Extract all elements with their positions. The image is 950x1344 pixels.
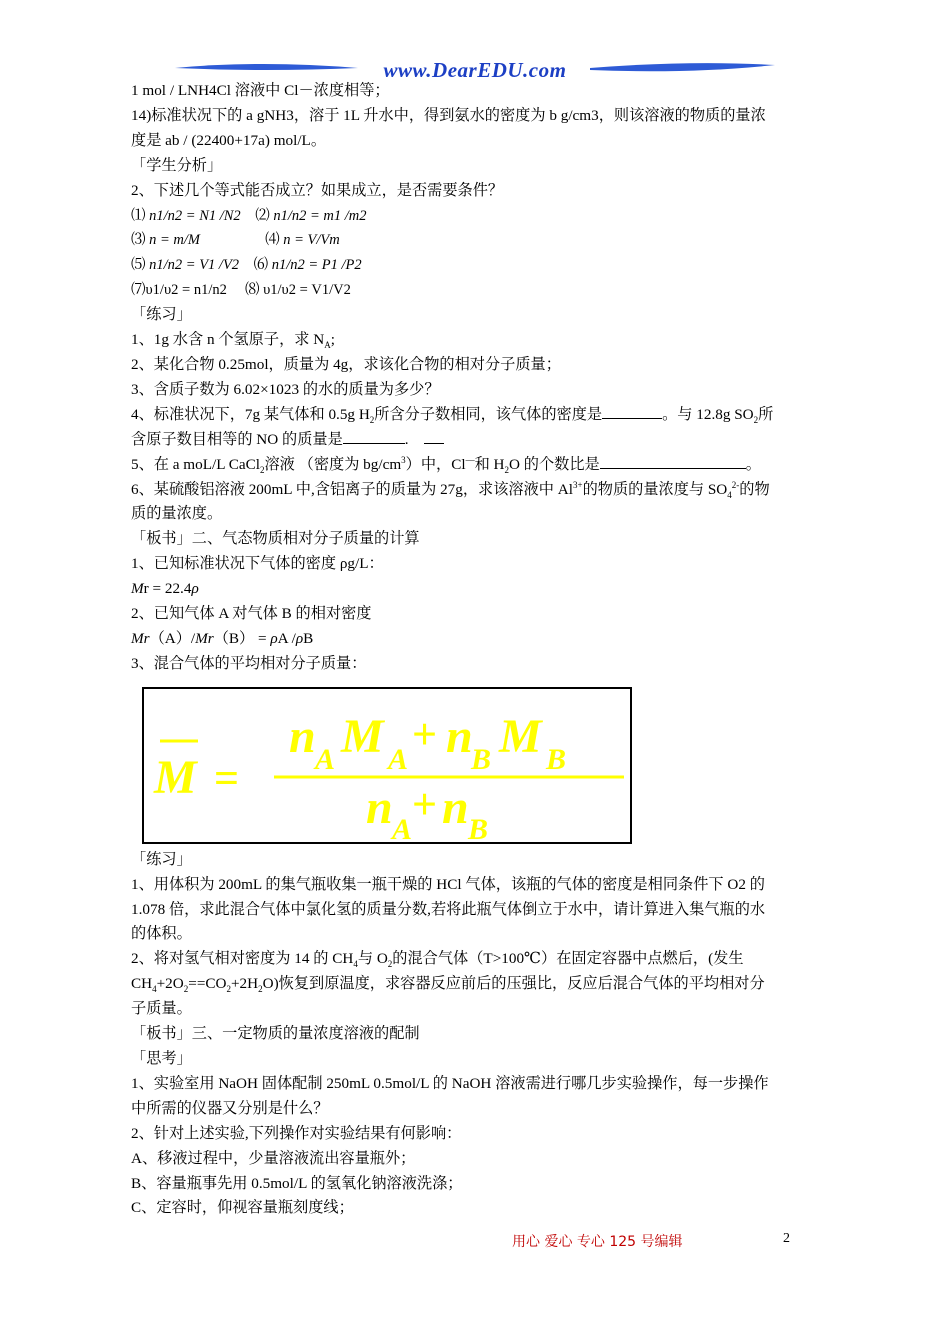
- svg-text:B: B: [471, 742, 492, 776]
- svg-text:A: A: [388, 742, 409, 776]
- header-brand: www.DearEDU.com: [383, 58, 567, 82]
- section-heading: 「板书」二、气态物质相对分子质量的计算: [131, 530, 420, 548]
- svg-text:n: n: [442, 780, 469, 834]
- question: 1、用体积为 200mL 的集气瓶收集一瓶干燥的 HCl 气体，该瓶的气体的密度是相同条件下 O2 的: [131, 875, 765, 893]
- svg-text:M: M: [341, 709, 384, 763]
- section-heading: 「思考」: [131, 1050, 192, 1067]
- equation-row: ⑺υ1/υ2 = n1/n2 ⑻ υ1/υ2 = V1/V2: [131, 282, 351, 299]
- svg-text:B: B: [468, 812, 489, 842]
- equation-row: Mr = 22.4ρ: [131, 580, 199, 598]
- svg-text:A: A: [315, 742, 336, 776]
- svg-text:+: +: [412, 709, 438, 759]
- option-item: A、移液过程中，少量溶液流出容量瓶外；: [131, 1149, 416, 1167]
- answer-blank[interactable]: [343, 429, 405, 444]
- question: 4、标准状况下，7g 某气体和 0.5g $H_2$所含分子数相同，该气体的密度是 。与 12.8g $SO_2$所: [131, 405, 774, 425]
- section-heading: 「练习」: [131, 306, 192, 324]
- text-line: 的体积。: [131, 925, 192, 943]
- svg-text:n: n: [289, 709, 316, 763]
- question: 2、将对氢气相对密度为 14 的 $CH_4$与 $O_2$的混合气体（T>100℃）在固定容器中点燃后，(发生: [131, 950, 744, 970]
- svg-text:+: +: [412, 779, 438, 829]
- svg-text:A: A: [392, 812, 413, 842]
- question: 2、下述几个等式能否成立？如果成立，是否需要条件？: [131, 181, 504, 199]
- text-line: 中所需的仪器又分别是什么？: [131, 1099, 329, 1117]
- svg-text:n: n: [366, 780, 393, 834]
- text-line: 1 mol / LNH4Cl 溶液中 Cl－浓度相等；: [131, 82, 390, 99]
- equation-row: ⑴ n1/n2 = N1 /N2 ⑵ n1/n2 = m1 /m2: [131, 207, 367, 224]
- question: 1、实验室用 NaOH 固体配制 250mL 0.5mol/L 的 NaOH 溶液需进行哪几步实验操作，每一步操作: [131, 1074, 769, 1092]
- question: 6、某硫酸铝溶液 200mL 中,含铝离子的质量为 27g，求该溶液中 $Al^{3+}$的物质的量浓度与 $SO_4^{2-}$的物: [131, 479, 770, 500]
- equation-row: ⑸ n1/n2 = V1 /V2 ⑹ n1/n2 = P1 /P2: [131, 257, 362, 274]
- option-item: C、定容时，仰视容量瓶刻度线；: [131, 1199, 354, 1217]
- equation-row: Mr（A）/Mr（B） = ρA /ρB: [131, 629, 314, 647]
- text-line: 子质量。: [131, 1000, 192, 1018]
- formula-equals: =: [214, 753, 240, 803]
- question: 5、在 a moL/L CaCl$_2$溶液 （密度为 $bg/cm^3$）中，Cl—和 $H_2O$ 的个数比是 。: [131, 454, 761, 475]
- question: 1、1g 水含 n 个氢原子，求 $N_A$;: [131, 331, 335, 351]
- document-body: [131, 79, 821, 1221]
- answer-blank[interactable]: [424, 429, 444, 444]
- option-item: B、容量瓶事先用 0.5mol/L 的氢氧化钠溶液洗涤；: [131, 1174, 463, 1192]
- text-line: 质的量浓度。: [131, 505, 223, 523]
- question: 2、某化合物 0.25mol，质量为 4g，求该化合物的相对分子质量；: [131, 355, 561, 373]
- text-line: 3、混合气体的平均相对分子质量：: [131, 654, 367, 672]
- section-heading: 「板书」三、一定物质的量浓度溶液的配制: [131, 1025, 420, 1043]
- text-line: $CH_4+2O_2==CO_2+2H_2O$)恢复到原温度，求容器反应前后的压强比，反应后混合气体的平均相对分: [131, 975, 765, 995]
- formula-lhs: M: [154, 750, 197, 804]
- text-line: 2、已知气体 A 对气体 B 的相对密度: [131, 605, 372, 623]
- section-heading: 「学生分析」: [131, 156, 223, 174]
- text-line: 14)标准状况下的 a gNH3，溶于 1L 升水中，得到氨水的密度为 b g/cm3，则该溶液的物质的量浓: [131, 106, 766, 124]
- svg-text:n: n: [446, 709, 473, 763]
- svg-text:M: M: [499, 709, 542, 763]
- answer-blank[interactable]: [600, 454, 746, 469]
- mean-molar-mass-formula: [142, 687, 632, 844]
- text-line: 度是 ab / (22400+17a) mol/L。: [131, 131, 327, 149]
- question: 2、针对上述实验,下列操作对实验结果有何影响：: [131, 1124, 462, 1142]
- footer-note: 用心 爱心 专心 125 号编辑: [512, 1234, 683, 1250]
- question: 3、含质子数为 6.02×1023 的水的质量为多少？: [131, 380, 440, 398]
- page-number: 2: [783, 1231, 790, 1246]
- equation-row: ⑶ n = m/M ⑷ n = V/Vm: [131, 232, 340, 249]
- text-line: 1、已知标准状况下气体的密度 ρg/L：: [131, 555, 384, 573]
- text-line: 1.078 倍，求此混合气体中氯化氢的质量分数,若将此瓶气体倒立于水中，请计算进入集气瓶的水: [131, 900, 766, 918]
- section-heading: 「练习」: [131, 850, 192, 868]
- question: 含原子数目相等的 NO 的质量是 .: [131, 428, 821, 453]
- svg-text:B: B: [546, 742, 567, 776]
- answer-blank[interactable]: [602, 404, 662, 419]
